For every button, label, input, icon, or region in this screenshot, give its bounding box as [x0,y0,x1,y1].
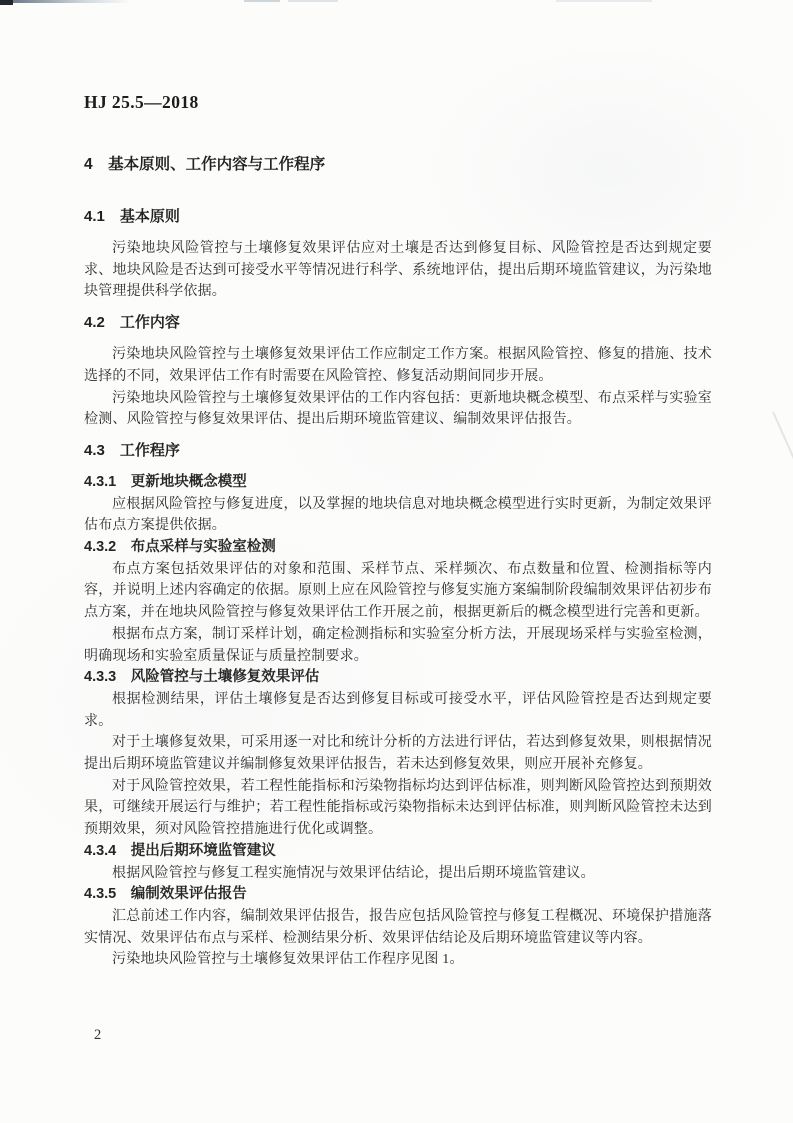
paragraph-4-3-3-3: 对于风险管控效果，若工程性能指标和污染物指标均达到评估标准，则判断风险管控达到预期效果，可继续开展运行与维护；若工程性能指标或污染物指标未达到评估标准，则判断风险管控未达到预期效果，须对风险管控措施进行优化或调整。 [84,778,712,838]
paragraph-4-3-1: 应根据风险管控与修复进度，以及掌握的地块信息对地块概念模型进行实时更新，为制定效果评估布点方案提供依据。 [84,496,712,534]
paragraph-4-3-4: 根据风险管控与修复工程实施情况与效果评估结论，提出后期环境监管建议。 [112,865,595,881]
paragraph-4-3-3-2: 对于土壤修复效果，可采用逐一对比和统计分析的方法进行评估，若达到修复效果，则根据情况提出后期环境监管建议并编制修复效果评估报告，若未达到修复效果，则应开展补充修复。 [84,735,712,773]
scan-artifact-top-gradient [13,0,131,3]
paragraph-4-1: 污染地块风险管控与土壤修复效果评估应对土壤是否达到修复目标、风险管控是否达到规定要求、地块风险是否达到可接受水平等情况进行科学、系统地评估，提出后期环境监管建议，为污染地块管理提供科学依据。 [84,241,712,300]
paragraph-4-3-5-2: 污染地块风险管控与土壤修复效果评估工作程序见图 1。 [112,952,464,968]
scan-artifact-top-segment-3 [556,0,652,2]
section-4-3-heading: 4.3 工作程序 [84,441,180,459]
section-4-heading: 4 基本原则、工作内容与工作程序 [84,156,326,173]
paragraph-4-3-2-2: 根据布点方案，制订采样计划，确定检测指标和实验室分析方法，开展现场采样与实验室检测，明确现场和实验室质量保证与质量控制要求。 [84,626,712,664]
page-number: 2 [94,1027,102,1043]
section-4-3-5-heading: 4.3.5 编制效果评估报告 [84,886,247,903]
scan-artifact-top-segment-1 [244,0,280,2]
paragraph-4-3-3-1: 根据检测结果，评估土壤修复是否达到修复目标或可接受水平，评估风险管控是否达到规定要求。 [84,691,712,729]
scan-artifact-right-crease [772,411,793,485]
paragraph-4-3-2-1: 布点方案包括效果评估的对象和范围、采样节点、采样频次、布点数量和位置、检测指标等内容，并说明上述内容确定的依据。原则上应在风险管控与修复实施方案编制阶段编制效果评估初步布点方案，并在地块风险管控与修复效果评估工作开展之前，根据更新后的概念模型进行完善和更新。 [84,561,712,621]
scan-artifact-top-left-chip [0,0,13,5]
section-4-3-1-heading: 4.3.1 更新地块概念模型 [84,473,247,490]
paragraph-4-3-5-1: 汇总前述工作内容，编制效果评估报告，报告应包括风险管控与修复工程概况、环境保护措施落实情况、效果评估布点与采样、检测结果分析、效果评估结论及后期环境监管建议等内容。 [84,908,712,946]
document-content [84,155,712,971]
section-4-3-4-heading: 4.3.4 提出后期环境监管建议 [84,842,276,859]
section-4-3-3-heading: 4.3.3 风险管控与土壤修复效果评估 [84,669,320,686]
section-4-1-heading: 4.1 基本原则 [84,208,180,225]
section-4-2-heading: 4.2 工作内容 [84,314,180,332]
standard-number-header: HJ 25.5—2018 [84,92,199,112]
paragraph-4-2-1: 污染地块风险管控与土壤修复效果评估工作应制定工作方案。根据风险管控、修复的措施、技术选择的不同，效果评估工作有时需要在风险管控、修复活动期间同步开展。 [84,347,712,384]
section-4-3-2-heading: 4.3.2 布点采样与实验室检测 [84,539,276,556]
paragraph-4-2-2: 污染地块风险管控与土壤修复效果评估的工作内容包括：更新地块概念模型、布点采样与实验室检测、风险管控与修复效果评估、提出后期环境监管建议、编制效果评估报告。 [84,390,712,428]
scan-artifact-top-segment-2 [288,0,338,2]
